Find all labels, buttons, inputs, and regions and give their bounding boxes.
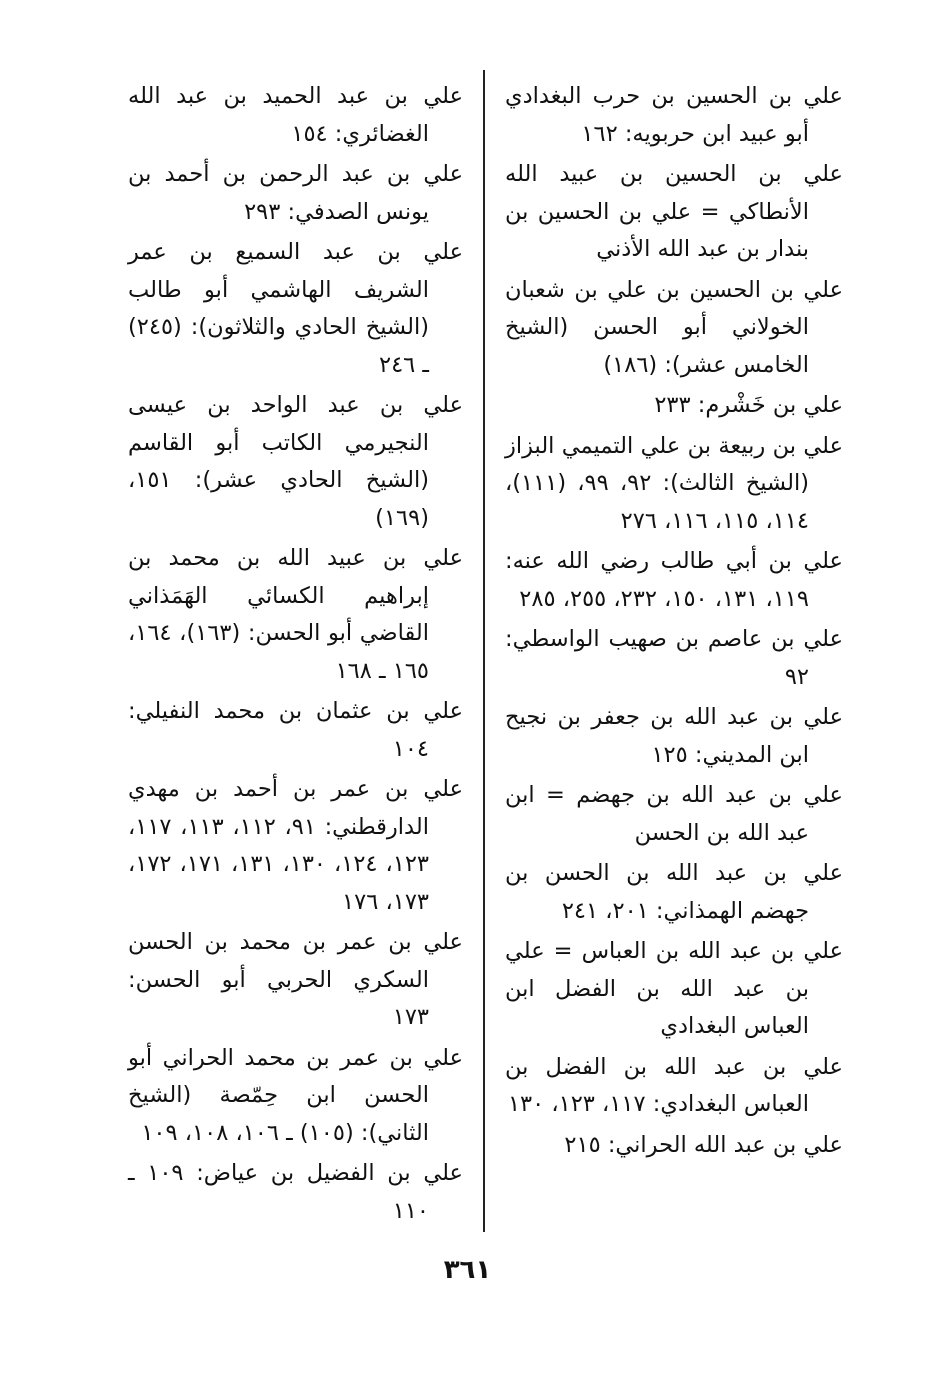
index-entry: علي بن عاصم بن صهيب الواسطي: ٩٢: [505, 626, 843, 690]
index-entry: علي بن ربيعة بن علي التميمي البزاز (الشيخ الثالث): ٩٢، ٩٩، (١١١)، ١١٤، ١١٥، ١١٦، ٢٧٦: [505, 432, 843, 534]
index-entry: علي بن خَشْرم: ٢٣٣: [654, 392, 843, 418]
index-entry: علي بن عبد الله الحراني: ٢١٥: [564, 1131, 843, 1158]
index-entry: علي بن عبد السميع بن عمر الشريف الهاشمي أبو طالب (الشيخ الحادي والثلاثون): (٢٤٥) ـ ٢٤٦: [128, 239, 463, 378]
index-entry: علي بن عبيد الله بن محمد بن إبراهيم الكسائي الهَمَذاني القاضي أبو الحسن: (١٦٣)، ١٦٤، ١٦٥ ـ ١٦٨: [128, 545, 463, 684]
index-column-right: [505, 78, 843, 1167]
index-entry: علي بن الحسين بن علي بن شعبان الخولاني أبو الحسن (الشيخ الخامس عشر): (١٨٦): [505, 276, 843, 378]
column-divider: [483, 70, 485, 1232]
index-entry: علي بن عمر بن محمد الحراني أبو الحسن ابن حِمّصة (الشيخ الثاني): (١٠٥) ـ ١٠٦، ١٠٨، ١٠٩: [128, 1044, 463, 1146]
index-entry: علي بن الحسين بن عبيد الله الأنطاكي = علي بن الحسين بن بندار بن عبد الله الأذني: [505, 161, 843, 262]
index-entry: علي بن عبد الله بن جعفر بن نجيح ابن المديني: ١٢٥: [505, 704, 843, 768]
index-entry: علي بن عبد الله بن جهضم = ابن عبد الله بن الحسن: [505, 782, 843, 846]
page-number: ٣٦١: [443, 1255, 492, 1285]
index-entry: علي بن الفضيل بن عياض: ١٠٩ ـ ١١٠: [128, 1160, 463, 1224]
index-entry: علي بن عبد الحميد بن عبد الله الغضائري: ١٥٤: [128, 83, 463, 147]
index-entry: علي بن عمر بن محمد بن الحسن السكري الحربي أبو الحسن: ١٧٣: [128, 929, 463, 1030]
index-entry: علي بن عبد الله بن الحسن بن جهضم الهمذاني: ٢٠١، ٢٤١: [505, 860, 843, 924]
index-entry: علي بن عثمان بن محمد النفيلي: ١٠٤: [128, 698, 463, 762]
index-entry: علي بن عبد الله بن العباس = علي بن عبد الله بن الفضل ابن العباس البغدادي: [505, 938, 843, 1039]
index-column-left: [128, 78, 463, 1233]
index-entry: علي بن عبد الله بن الفضل بن العباس البغدادي: ١١٧، ١٢٣، ١٣٠: [505, 1053, 843, 1117]
index-entry: علي بن عمر بن أحمد بن مهدي الدارقطني: ٩١، ١١٢، ١١٣، ١١٧، ١٢٣، ١٢٤، ١٣٠، ١٣١، ١٧١، ١٧٢، ١٧٣، ١٧٦: [128, 776, 463, 915]
index-entry: علي بن عبد الرحمن بن أحمد بن يونس الصدفي: ٢٩٣: [128, 161, 463, 225]
index-entry: علي بن عبد الواحد بن عيسى النجيرمي الكاتب أبو القاسم (الشيخ الحادي عشر): ١٥١، (١٦٩): [128, 392, 463, 531]
index-entry: علي بن الحسين بن حرب البغدادي أبو عبيد ابن حربويه: ١٦٢: [505, 83, 843, 147]
index-entry: علي بن أبي طالب رضي الله عنه: ١١٩، ١٣١، ١٥٠، ٢٣٢، ٢٥٥، ٢٨٥: [505, 548, 843, 612]
